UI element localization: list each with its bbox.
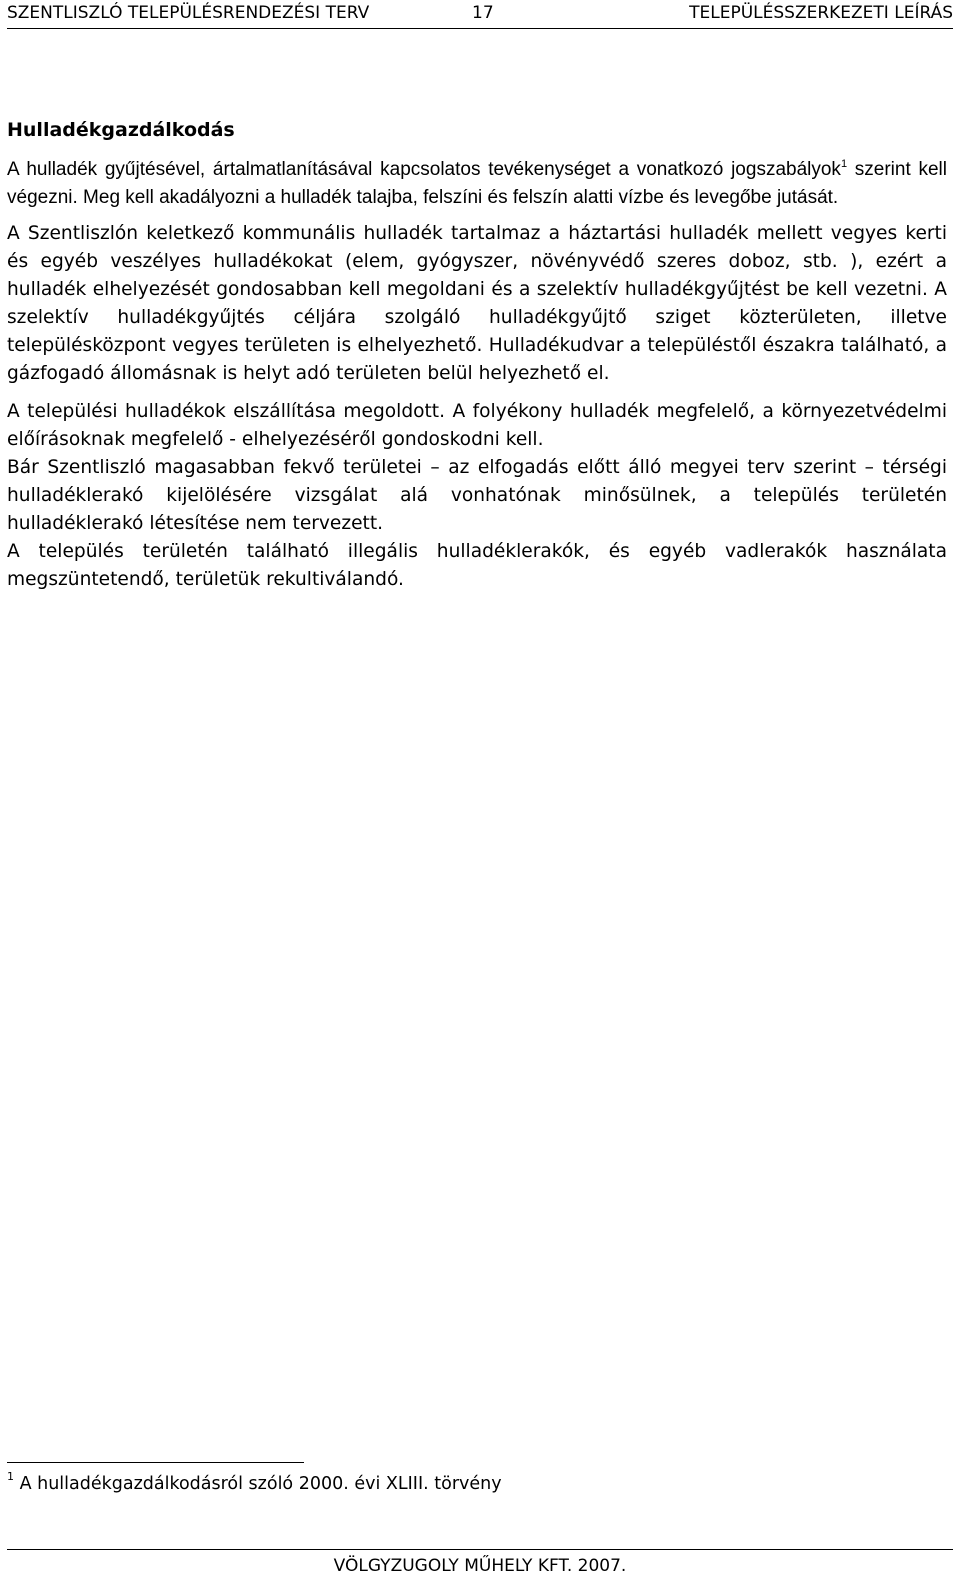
header-section-title: TELEPÜLÉSSZERKEZETI LEÍRÁS <box>689 3 953 23</box>
footnote-reference: 1 <box>840 158 848 170</box>
footnote-marker: 1 <box>7 1470 14 1483</box>
paragraph-waste-transport: A települési hulladékok elszállítása megoldott. A folyékony hulladék megfelelő, a környezetvédelmi előírásoknak megfelelő - elhelyezéséről gondoskodni kell. <box>7 401 947 450</box>
footnote <box>7 1470 502 1498</box>
main-content <box>7 116 947 594</box>
paragraph-text-continued: szerint kell végezni. Meg kell akadályozni a hulladék talajba, felszíni és felszín alatti vízbe és levegőbe jutását. <box>7 159 947 208</box>
paragraph-illegal-dumps: A település területén található illegális hulladéklerakók, és egyéb vadlerakók használata megszüntetendő, területük rekultiválandó. <box>7 541 947 590</box>
page-footer: VÖLGYZUGOLY MŰHELY KFT. 2007. <box>333 1556 627 1576</box>
header-page-number: 17 <box>472 3 494 23</box>
paragraph-text: A hulladék gyűjtésével, ártalmatlanításával kapcsolatos tevékenységet a vonatkozó jogszabályok <box>7 159 841 180</box>
paragraph-legal-basis <box>7 156 947 212</box>
footnote-divider <box>7 1462 304 1463</box>
page-header <box>7 0 953 29</box>
section-heading: Hulladékgazdálkodás <box>7 119 235 141</box>
footer-divider <box>7 1549 953 1550</box>
header-document-title: SZENTLISZLÓ TELEPÜLÉSRENDEZÉSI TERV <box>7 3 370 23</box>
paragraph-landfill: Bár Szentliszló magasabban fekvő területei – az elfogadás előtt álló megyei terv szerint – térségi hulladéklerakó kijelölésére vizsgálat alá vonhatónak minősülnek, a település területén hulladéklerakó létesítése nem tervezett. <box>7 457 947 534</box>
paragraph-communal-waste: A Szentliszlón keletkező kommunális hulladék tartalmaz a háztartási hulladék mellett vegyes kerti és egyéb veszélyes hulladékokat (elem, gyógyszer, növényvédő szeres doboz, stb. ), ezért a hulladék elhelyezését gondosabban kell megoldani és a szelektív hulladékgyűjtést be kell vezetni. A szelektív hulladékgyűjtés céljára szolgáló hulladékgyűjtő sziget közterületen, illetve településközpont vegyes területen is elhelyezhető. Hulladékudvar a településtől északra található, a gázfogadó állomásnak is helyt adó területen belül helyezhető el. <box>7 223 947 384</box>
footnote-text: A hulladékgazdálkodásról szóló 2000. évi XLIII. törvény <box>14 1474 502 1494</box>
